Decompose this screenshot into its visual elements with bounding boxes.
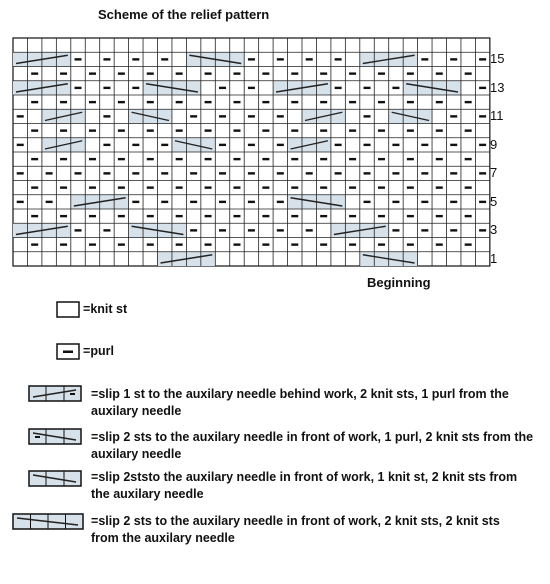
purl-mark (233, 72, 240, 74)
purl-mark (392, 201, 399, 203)
purl-mark (291, 158, 298, 160)
purl-mark (233, 101, 240, 103)
purl-mark (219, 201, 226, 203)
purl-mark (248, 58, 255, 60)
purl-mark (306, 172, 313, 174)
purl-mark (60, 243, 67, 245)
legend-equals: = (91, 514, 99, 528)
purl-mark (262, 129, 269, 131)
purl-mark (262, 243, 269, 245)
purl-mark (176, 158, 183, 160)
purl-mark (46, 172, 53, 174)
purl-mark (31, 72, 38, 74)
purl-mark (436, 72, 443, 74)
purl-mark (205, 243, 212, 245)
purl-mark (89, 215, 96, 217)
purl-mark (176, 101, 183, 103)
purl-mark (219, 172, 226, 174)
purl-mark (176, 129, 183, 131)
purl-mark (335, 144, 342, 146)
purl-mark (248, 115, 255, 117)
row-number: 1 (490, 250, 498, 266)
purl-mark (132, 87, 139, 89)
purl-mark (436, 215, 443, 217)
row-number: 11 (490, 108, 504, 124)
purl-mark (233, 158, 240, 160)
legend-cable-back-text: slip 1 st to the auxilary needle behind work, 2 knit sts, 1 purl from the auxilary needle (91, 387, 509, 418)
purl-mark (465, 186, 472, 188)
legend-cable-front-purl-text: slip 2 sts to the auxilary needle in front of work, 1 purl, 2 knit sts from the auxilary needle (91, 430, 534, 461)
purl-mark (205, 215, 212, 217)
purl-mark (103, 172, 110, 174)
legend-knit-text: knit st (90, 302, 128, 316)
legend-cable-front-purl (91, 429, 541, 463)
cable-front-purl-symbol-icon (28, 428, 84, 446)
purl-mark (450, 58, 457, 60)
purl-mark (60, 186, 67, 188)
purl-mark (436, 186, 443, 188)
purl-mark (31, 186, 38, 188)
purl-mark (291, 243, 298, 245)
purl-mark (89, 129, 96, 131)
purl-mark (161, 201, 168, 203)
purl-mark (421, 144, 428, 146)
purl-mark (392, 144, 399, 146)
purl-mark (161, 58, 168, 60)
purl-mark (219, 87, 226, 89)
purl-mark (118, 158, 125, 160)
purl-mark (89, 101, 96, 103)
purl-mark (407, 215, 414, 217)
row-number: 15 (490, 51, 505, 67)
purl-mark (17, 115, 24, 117)
legend-equals: = (91, 430, 99, 444)
cable-front-knit-symbol-icon (28, 470, 84, 488)
purl-mark (320, 72, 327, 74)
purl-mark (147, 215, 154, 217)
purl-mark (31, 243, 38, 245)
purl-mark (407, 72, 414, 74)
purl-mark (407, 243, 414, 245)
row-number: 9 (490, 136, 498, 152)
purl-mark (421, 58, 428, 60)
purl-mark (262, 101, 269, 103)
purl-mark (103, 87, 110, 89)
purl-mark (75, 58, 82, 60)
purl-mark (147, 158, 154, 160)
purl-mark (190, 201, 197, 203)
purl-mark (118, 72, 125, 74)
purl-mark (75, 229, 82, 231)
purl-mark (118, 101, 125, 103)
purl-mark (378, 101, 385, 103)
purl-mark (407, 101, 414, 103)
purl-mark (147, 72, 154, 74)
purl-mark (176, 72, 183, 74)
purl-mark (378, 129, 385, 131)
purl-mark (190, 172, 197, 174)
purl-mark (277, 229, 284, 231)
legend-cable-front-knit-text: slip 2ststo the auxilary needle in front of work, 1 knit st, 2 knit sts from the auxilary needle (91, 470, 518, 501)
purl-mark (277, 144, 284, 146)
purl-mark (291, 101, 298, 103)
purl-mark (60, 129, 67, 131)
purl-mark (407, 186, 414, 188)
purl-mark (60, 72, 67, 74)
purl-mark (407, 158, 414, 160)
purl-mark (349, 243, 356, 245)
purl-mark (335, 58, 342, 60)
legend-equals: = (83, 344, 91, 358)
purl-mark (17, 144, 24, 146)
purl-mark (118, 215, 125, 217)
purl-mark (479, 229, 486, 231)
purl-mark (176, 186, 183, 188)
purl-mark (378, 158, 385, 160)
purl-mark (291, 72, 298, 74)
purl-mark (364, 201, 371, 203)
purl-mark (132, 172, 139, 174)
purl-mark (479, 144, 486, 146)
purl-mark (248, 229, 255, 231)
purl-mark (233, 186, 240, 188)
purl-mark (450, 144, 457, 146)
purl-mark (147, 243, 154, 245)
legend-cable-4-front (91, 513, 531, 547)
purl-mark (176, 243, 183, 245)
purl-mark (233, 215, 240, 217)
row-number: 5 (490, 193, 498, 209)
beginning-label: Beginning (367, 275, 431, 290)
legend-cable-4-front-text: slip 2 sts to the auxilary needle in front of work, 2 knit sts, 2 knit sts from the auxilary needle (91, 514, 500, 545)
purl-mark (349, 72, 356, 74)
purl-mark (291, 129, 298, 131)
purl-mark (335, 172, 342, 174)
purl-mark (364, 144, 371, 146)
purl-mark (89, 186, 96, 188)
purl-mark (465, 129, 472, 131)
purl-mark (147, 186, 154, 188)
purl-mark (205, 101, 212, 103)
purl-mark (248, 172, 255, 174)
purl-mark (378, 72, 385, 74)
purl-mark (291, 215, 298, 217)
purl-mark (465, 158, 472, 160)
cable-4-front-symbol-icon (12, 513, 86, 531)
legend-purl (83, 343, 114, 360)
purl-mark (262, 215, 269, 217)
purl-mark (479, 87, 486, 89)
purl-mark (465, 101, 472, 103)
purl-mark (450, 172, 457, 174)
purl-mark (31, 101, 38, 103)
purl-mark (89, 158, 96, 160)
purl-mark (262, 158, 269, 160)
purl-mark (392, 172, 399, 174)
purl-mark (479, 58, 486, 60)
legend-cable-back (91, 386, 541, 420)
purl-mark (407, 129, 414, 131)
purl-mark (436, 129, 443, 131)
purl-mark (75, 87, 82, 89)
purl-mark (364, 87, 371, 89)
purl-mark (306, 58, 313, 60)
row-number: 7 (490, 165, 498, 181)
purl-mark (262, 72, 269, 74)
purl-mark (436, 101, 443, 103)
knit-symbol-icon (56, 301, 82, 319)
purl-mark (31, 158, 38, 160)
purl-mark (219, 115, 226, 117)
purl-mark (320, 215, 327, 217)
purl-mark (349, 186, 356, 188)
legend-knit (83, 301, 127, 318)
purl-mark (161, 144, 168, 146)
purl-mark (132, 144, 139, 146)
purl-mark (118, 186, 125, 188)
purl-mark (17, 172, 24, 174)
purl-mark (190, 229, 197, 231)
purl-mark (392, 229, 399, 231)
purl-mark (75, 172, 82, 174)
purl-mark (248, 87, 255, 89)
purl-mark (349, 158, 356, 160)
row-number: 3 (490, 222, 498, 238)
purl-mark (161, 172, 168, 174)
purl-symbol-icon (56, 343, 82, 361)
purl-mark (450, 201, 457, 203)
purl-mark (17, 201, 24, 203)
purl-mark (103, 144, 110, 146)
purl-mark (364, 172, 371, 174)
purl-mark (31, 129, 38, 131)
legend-purl-text: purl (90, 344, 114, 358)
purl-mark (118, 129, 125, 131)
purl-mark (103, 229, 110, 231)
purl-mark (60, 158, 67, 160)
purl-mark (450, 115, 457, 117)
purl-mark (349, 215, 356, 217)
purl-mark (103, 115, 110, 117)
purl-mark (277, 58, 284, 60)
purl-mark (378, 215, 385, 217)
purl-mark (46, 201, 53, 203)
purl-mark (147, 101, 154, 103)
purl-mark (89, 243, 96, 245)
purl-mark (436, 158, 443, 160)
purl-mark (219, 144, 226, 146)
chart-title: Scheme of the relief pattern (98, 7, 270, 22)
row-number: 13 (490, 79, 505, 95)
purl-mark (421, 229, 428, 231)
purl-mark (465, 243, 472, 245)
purl-mark (132, 201, 139, 203)
purl-mark (219, 229, 226, 231)
purl-mark (320, 243, 327, 245)
purl-mark (190, 115, 197, 117)
purl-mark (205, 129, 212, 131)
purl-mark (89, 72, 96, 74)
purl-mark (248, 144, 255, 146)
purl-mark (450, 229, 457, 231)
purl-mark (31, 215, 38, 217)
purl-mark (205, 158, 212, 160)
purl-mark (103, 58, 110, 60)
purl-mark (392, 87, 399, 89)
purl-mark (118, 243, 125, 245)
purl-mark (364, 115, 371, 117)
purl-mark (378, 243, 385, 245)
legend-cable-front-knit (91, 469, 531, 503)
purl-mark (320, 129, 327, 131)
purl-mark (349, 129, 356, 131)
purl-mark (233, 243, 240, 245)
purl-mark (349, 101, 356, 103)
purl-mark (248, 201, 255, 203)
purl-mark (421, 201, 428, 203)
purl-mark (320, 186, 327, 188)
purl-mark (378, 186, 385, 188)
purl-mark (205, 186, 212, 188)
purl-mark (320, 101, 327, 103)
purl-mark (465, 72, 472, 74)
legend-equals: = (91, 387, 99, 401)
purl-mark (479, 201, 486, 203)
purl-mark (465, 215, 472, 217)
purl-mark (60, 101, 67, 103)
cable-back-symbol-icon (28, 385, 84, 403)
purl-mark (335, 87, 342, 89)
purl-mark (421, 172, 428, 174)
purl-mark (291, 186, 298, 188)
purl-mark (277, 115, 284, 117)
legend-equals: = (91, 470, 99, 484)
purl-mark (132, 58, 139, 60)
purl-mark (277, 172, 284, 174)
purl-mark (479, 115, 486, 117)
purl-mark (262, 186, 269, 188)
purl-mark (205, 72, 212, 74)
purl-mark (60, 215, 67, 217)
purl-mark (320, 158, 327, 160)
purl-mark (277, 201, 284, 203)
purl-mark (176, 215, 183, 217)
purl-mark (233, 129, 240, 131)
purl-mark (147, 129, 154, 131)
purl-mark (479, 172, 486, 174)
legend-equals: = (83, 302, 91, 316)
purl-mark (436, 243, 443, 245)
purl-mark (306, 229, 313, 231)
